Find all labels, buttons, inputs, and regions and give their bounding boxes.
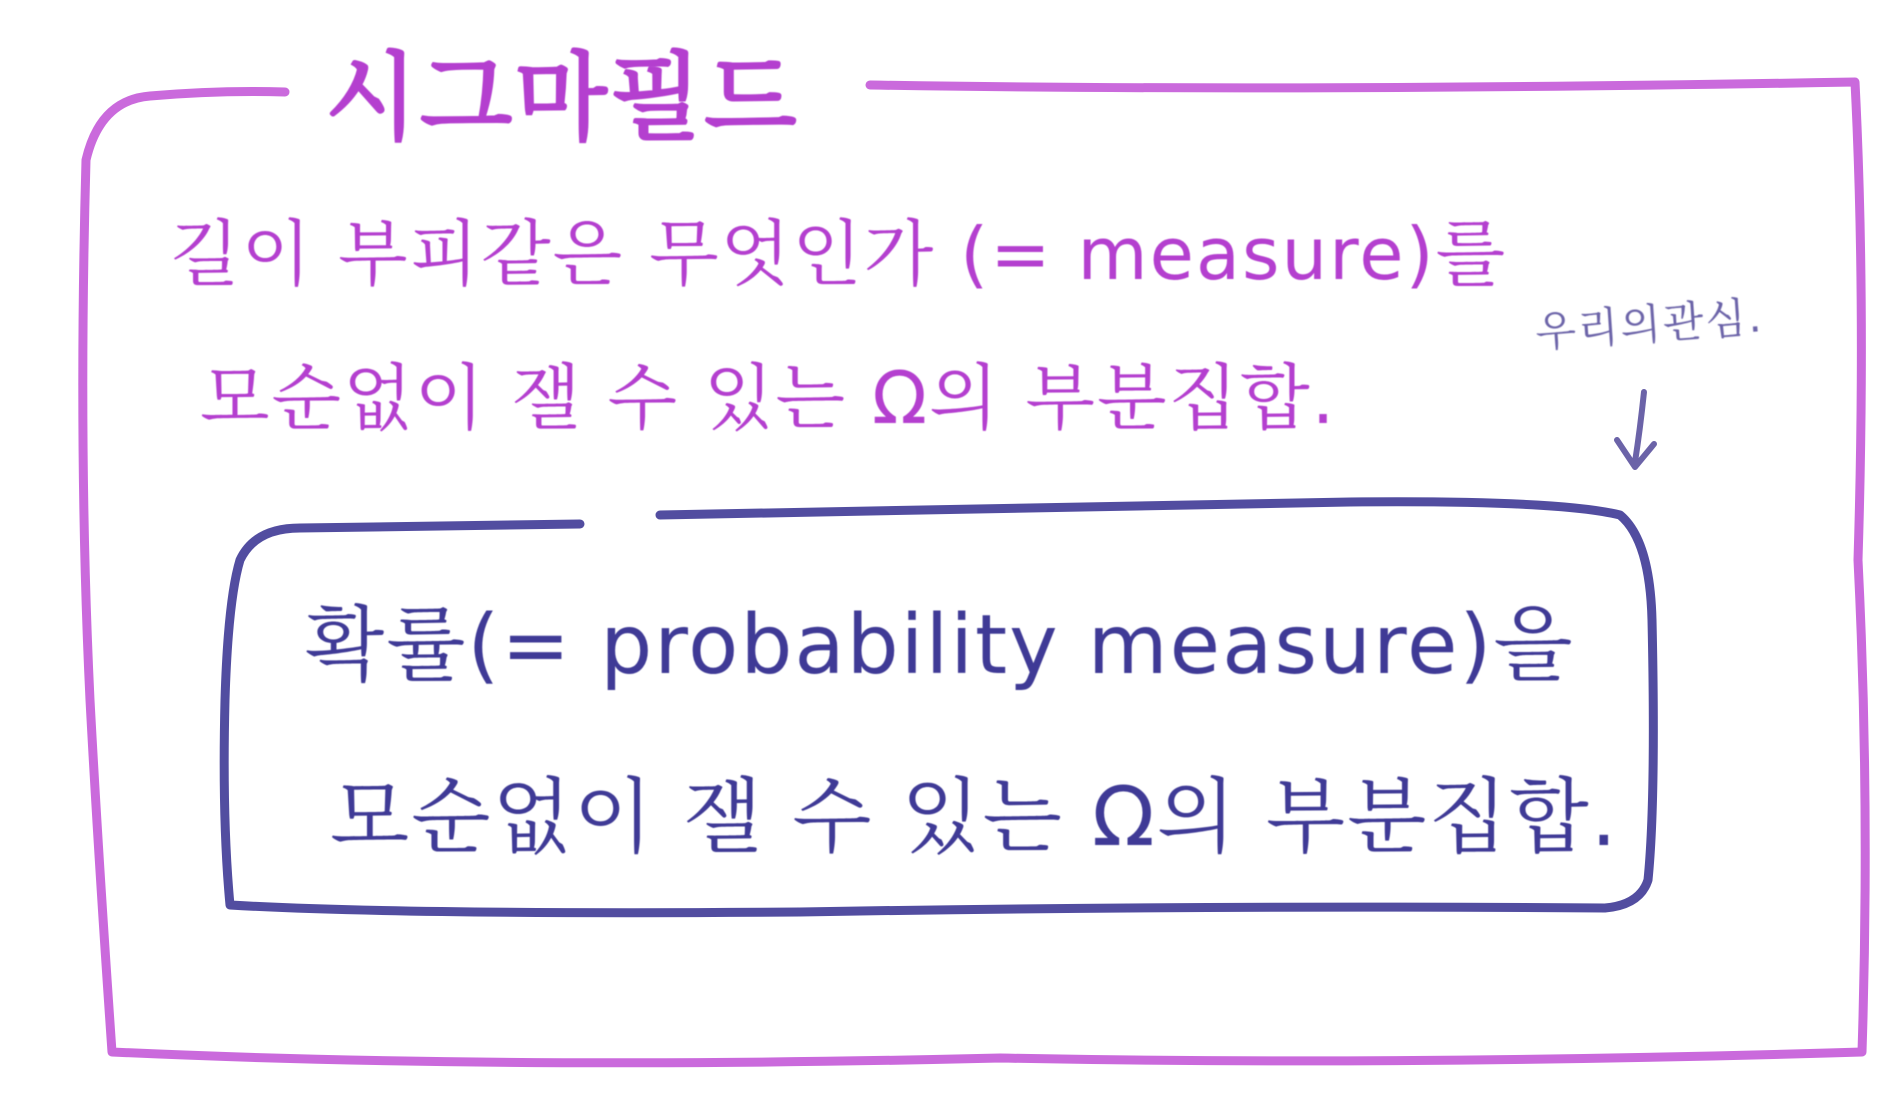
definition-line-2: 모순없이 잴 수 있는 Ω의 부분집합. <box>200 356 1337 440</box>
down-arrow-icon <box>1617 392 1654 467</box>
definition-line-1: 길이 부피같은 무엇인가 (= measure)를 <box>170 212 1508 296</box>
sigma-field-title: 시그마필드 <box>325 42 799 154</box>
probability-definition-line-2: 모순없이 잴 수 있는 Ω의 부분집합. <box>330 770 1619 865</box>
probability-definition-line-1: 확률(= probability measure)을 <box>305 598 1575 693</box>
interest-annotation: 우리의관심. <box>1533 292 1765 357</box>
